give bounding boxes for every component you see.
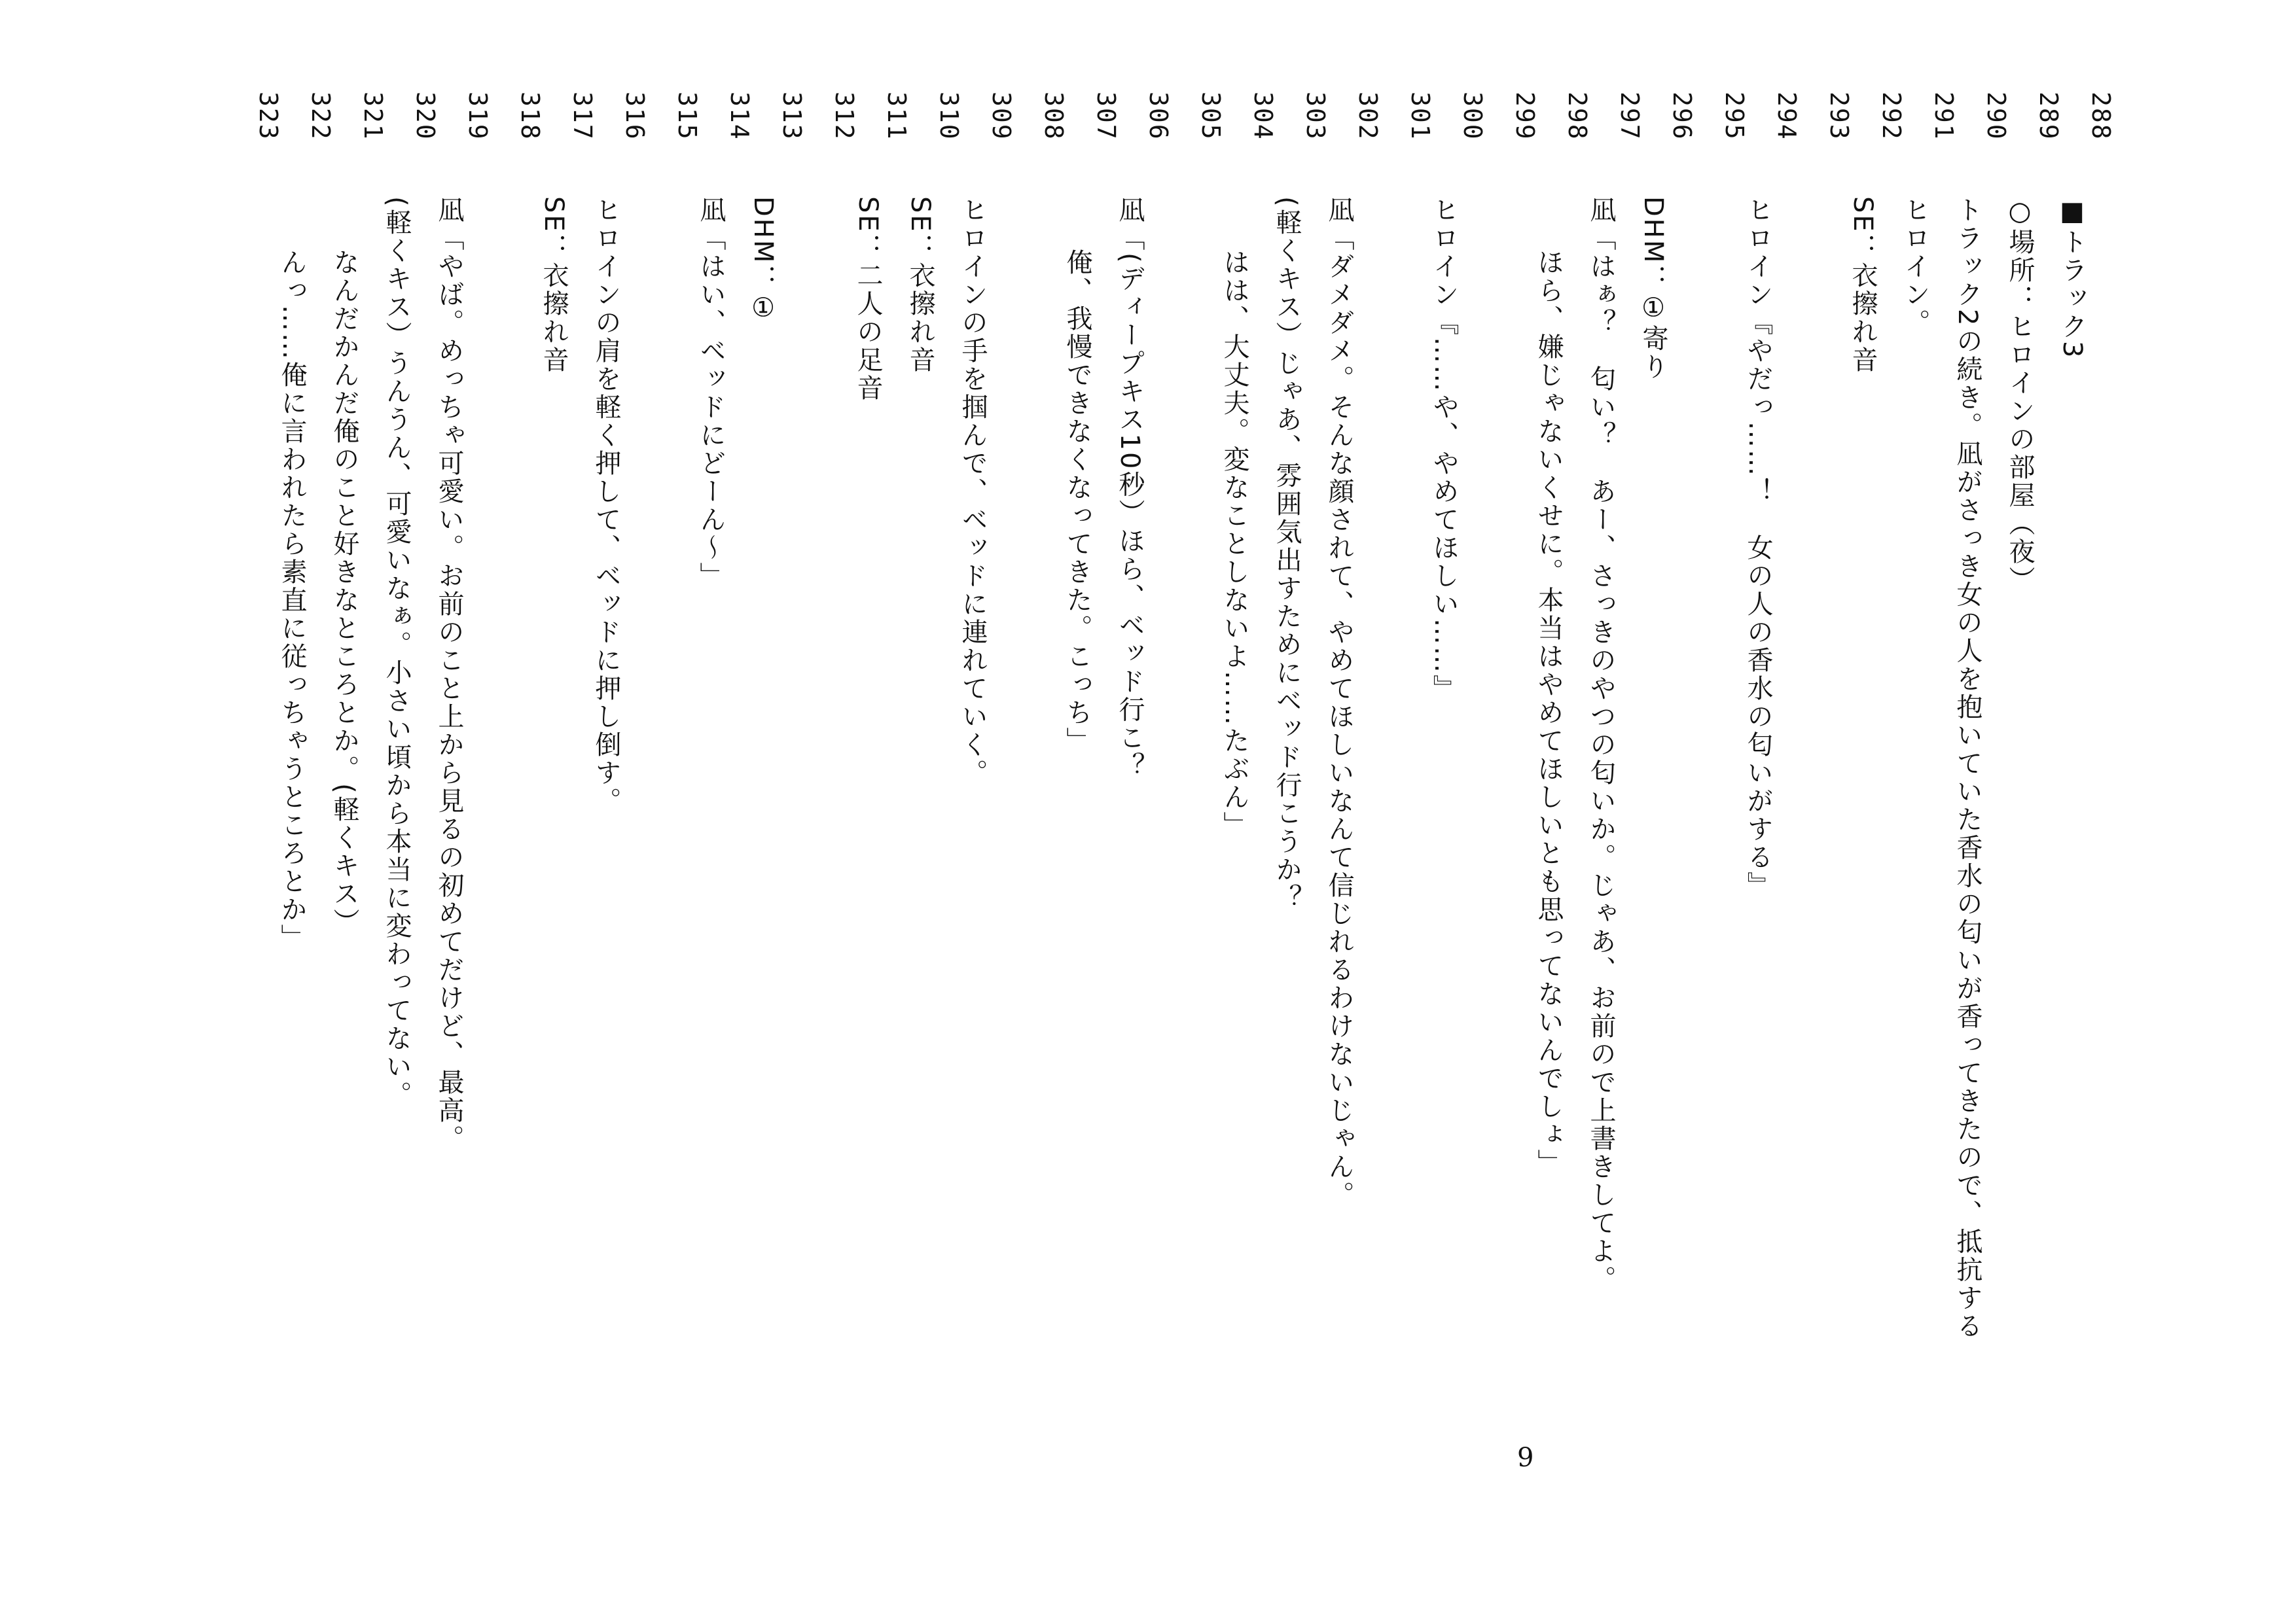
line-number: 317 xyxy=(568,92,597,141)
line-number: 307 xyxy=(1092,92,1121,141)
line-number: 314 xyxy=(725,92,754,141)
line-number: 289 xyxy=(2034,92,2063,141)
line-number: 323 xyxy=(254,92,283,141)
line-text: 凪「はぁ？ 匂い？ あー、さっきのやつの匂いか。じゃあ、お前ので上書きしてよ。 xyxy=(1586,196,1616,1294)
line-number: 291 xyxy=(1929,92,1958,141)
line-text: 凪「(ディープキス10秒）ほら、ベッド行こ？ xyxy=(1115,196,1145,781)
line-text: (軽くキス）じゃあ、雰囲気出すためにベッド行こうか？ xyxy=(1272,196,1302,912)
line-number: 310 xyxy=(935,92,963,141)
line-text: ヒロインの肩を軽く押して、ベッドに押し倒す。 xyxy=(591,196,621,815)
line-number: 293 xyxy=(1825,92,1854,141)
line-text: 凪「ダメダメ。そんな顔されて、やめてほしいなんて信じれるわけないじゃん。 xyxy=(1324,196,1354,1209)
line-number: 294 xyxy=(1772,92,1801,141)
line-text: ヒロイン『やだっ……！ 女の人の香水の匂いがする』 xyxy=(1743,196,1773,900)
line-text: ヒロイン『……や、やめてほしい……』 xyxy=(1429,196,1459,703)
line-number: 306 xyxy=(1144,92,1173,141)
line-number: 321 xyxy=(359,92,387,141)
line-number: 311 xyxy=(882,92,911,141)
line-number: 304 xyxy=(1249,92,1278,141)
line-number: 313 xyxy=(778,92,806,141)
line-text: SE：二人の足音 xyxy=(853,196,883,402)
line-number: 308 xyxy=(1039,92,1068,141)
line-text: トラック2の続き。凪がさっき女の人を抱いていた香水の匂いが香ってきたので、抵抗する xyxy=(1952,196,1982,1341)
line-number: 288 xyxy=(2087,92,2115,141)
line-text: ○場所：ヒロインの部屋（夜） xyxy=(2005,196,2035,594)
line-number: 309 xyxy=(987,92,1016,141)
line-text: (軽くキス）うんうん、可愛いなぁ。小さい頃から本当に変わってない。 xyxy=(382,196,412,1109)
line-number: 305 xyxy=(1196,92,1225,141)
line-number: 320 xyxy=(411,92,440,141)
line-number: 316 xyxy=(620,92,649,141)
line-number: 297 xyxy=(1615,92,1644,141)
line-text: SE：衣擦れ音 xyxy=(1848,196,1878,374)
line-text: 俺、我慢できなくなってきた。こっち」 xyxy=(1062,249,1092,755)
line-number: 322 xyxy=(306,92,335,141)
line-text: 凪「やば。めっちゃ可愛い。お前のこと上から見るの初めてだけど、最高。 xyxy=(434,196,464,1153)
line-number: 295 xyxy=(1720,92,1749,141)
line-number: 300 xyxy=(1458,92,1487,141)
line-text: SE：衣擦れ音 xyxy=(905,196,935,374)
line-text: なんだかんだ俺のこと好きなところとか。(軽くキス） xyxy=(329,249,359,936)
line-text: ヒロイン。 xyxy=(1900,196,1930,337)
line-number: 290 xyxy=(1982,92,2011,141)
line-text: SE：衣擦れ音 xyxy=(539,196,569,374)
line-text: ヒロインの手を掴んで、ベッドに連れていく。 xyxy=(958,196,988,787)
line-text: DHM：①寄り xyxy=(1638,196,1668,381)
line-number: 301 xyxy=(1406,92,1435,141)
line-text: DHM：① xyxy=(748,196,778,325)
line-number: 315 xyxy=(673,92,702,141)
line-number: 312 xyxy=(830,92,859,141)
line-number: 319 xyxy=(463,92,492,141)
line-number: 299 xyxy=(1511,92,1539,141)
line-number: 296 xyxy=(1668,92,1696,141)
line-number: 298 xyxy=(1563,92,1592,141)
line-text: ■トラック3 xyxy=(2057,196,2087,360)
line-text: はは、大丈夫。変なことしないよ……たぶん」 xyxy=(1219,249,1249,839)
line-number: 303 xyxy=(1301,92,1330,141)
line-number: 292 xyxy=(1877,92,1906,141)
page-number: 9 xyxy=(1517,1443,1534,1473)
line-text: ほら、嫌じゃないくせに。本当はやめてほしいとも思ってないんでしょ」 xyxy=(1534,249,1564,1177)
line-number: 302 xyxy=(1354,92,1382,141)
line-number: 318 xyxy=(516,92,545,141)
line-text: んっ……俺に言われたら素直に従っちゃうところとか」 xyxy=(277,249,307,952)
line-text: 凪「はい、ベッドにどーん～」 xyxy=(696,196,726,590)
